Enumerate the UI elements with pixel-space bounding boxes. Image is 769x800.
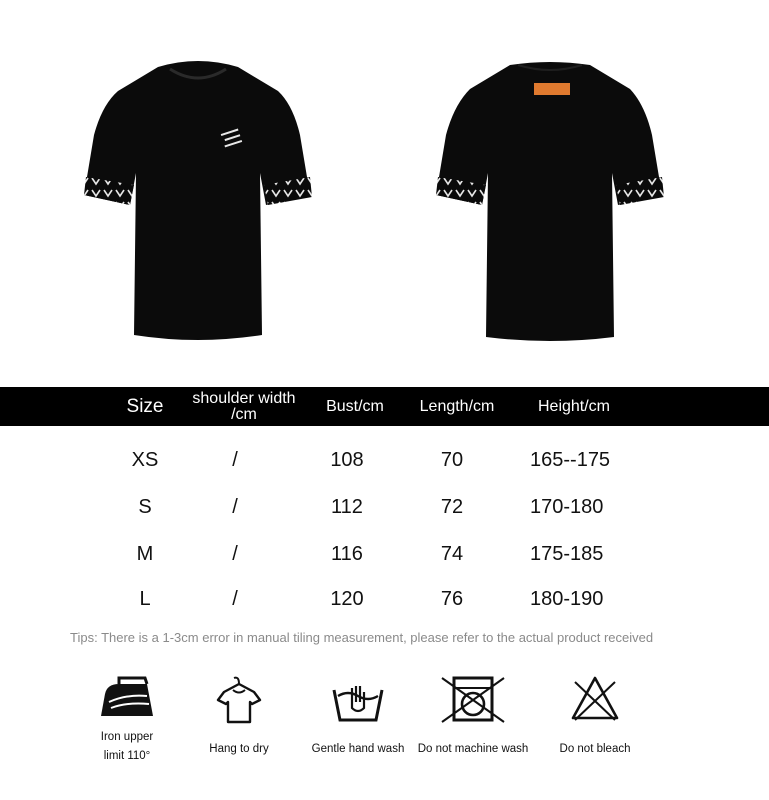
no-bleach-icon (565, 672, 625, 728)
row-bust: 108 (330, 448, 364, 471)
row-height: 175-185 (530, 542, 604, 565)
row-size: M (136, 542, 154, 565)
no-machine-wash-icon (438, 672, 508, 728)
row-shoulder: / (232, 587, 238, 610)
row-length: 70 (440, 448, 464, 471)
row-height: 180-190 (530, 587, 604, 610)
table-row (0, 539, 769, 569)
care-label-no-bleach: Do not bleach (559, 743, 631, 755)
care-item-no-machine-wash (408, 672, 538, 759)
row-shoulder: / (232, 542, 238, 565)
hand-wash-icon (328, 672, 388, 728)
iron-icon (97, 672, 157, 722)
care-label-hang: Hang to dry (209, 743, 269, 755)
hanger-shirt-icon (214, 672, 264, 728)
header-height: Height/cm (537, 397, 611, 415)
care-label-no-machine-wash: Do not machine wash (417, 743, 529, 755)
care-item-no-bleach (530, 672, 660, 759)
header-bust: Bust/cm (326, 397, 384, 415)
table-row (0, 584, 769, 614)
header-length: Length/cm (419, 397, 495, 415)
size-table-header (0, 387, 769, 426)
header-shoulder-line1: shoulder width (192, 389, 296, 407)
tips-text: Tips: There is a 1-3cm error in manual tiling measurement, please refer to the actual product received (70, 630, 654, 645)
care-item-hang (174, 672, 304, 759)
care-item-hand-wash (293, 672, 423, 759)
row-bust: 112 (331, 495, 363, 518)
back-tshirt-image (430, 55, 670, 345)
table-row (0, 492, 769, 522)
row-length: 74 (440, 542, 464, 565)
header-shoulder-line2: /cm (231, 405, 257, 423)
row-height: 165--175 (530, 448, 611, 471)
row-size: S (138, 495, 152, 518)
row-bust: 116 (331, 542, 363, 565)
row-length: 72 (440, 495, 464, 518)
product-images (0, 0, 769, 385)
row-length: 76 (440, 587, 464, 610)
front-tshirt-image (78, 55, 318, 345)
header-shoulder (180, 387, 308, 426)
row-height: 170-180 (530, 495, 604, 518)
row-bust: 120 (330, 587, 364, 610)
header-size: Size (126, 395, 164, 417)
care-label-iron-line1: Iron upper (100, 731, 154, 743)
row-size: L (139, 587, 151, 610)
row-shoulder: / (232, 495, 238, 518)
care-label-hand-wash: Gentle hand wash (311, 743, 405, 755)
care-item-iron (62, 672, 192, 766)
row-shoulder: / (232, 448, 238, 471)
row-size: XS (131, 448, 159, 471)
care-label-iron-line2: limit 110° (103, 750, 151, 762)
table-row (0, 445, 769, 475)
